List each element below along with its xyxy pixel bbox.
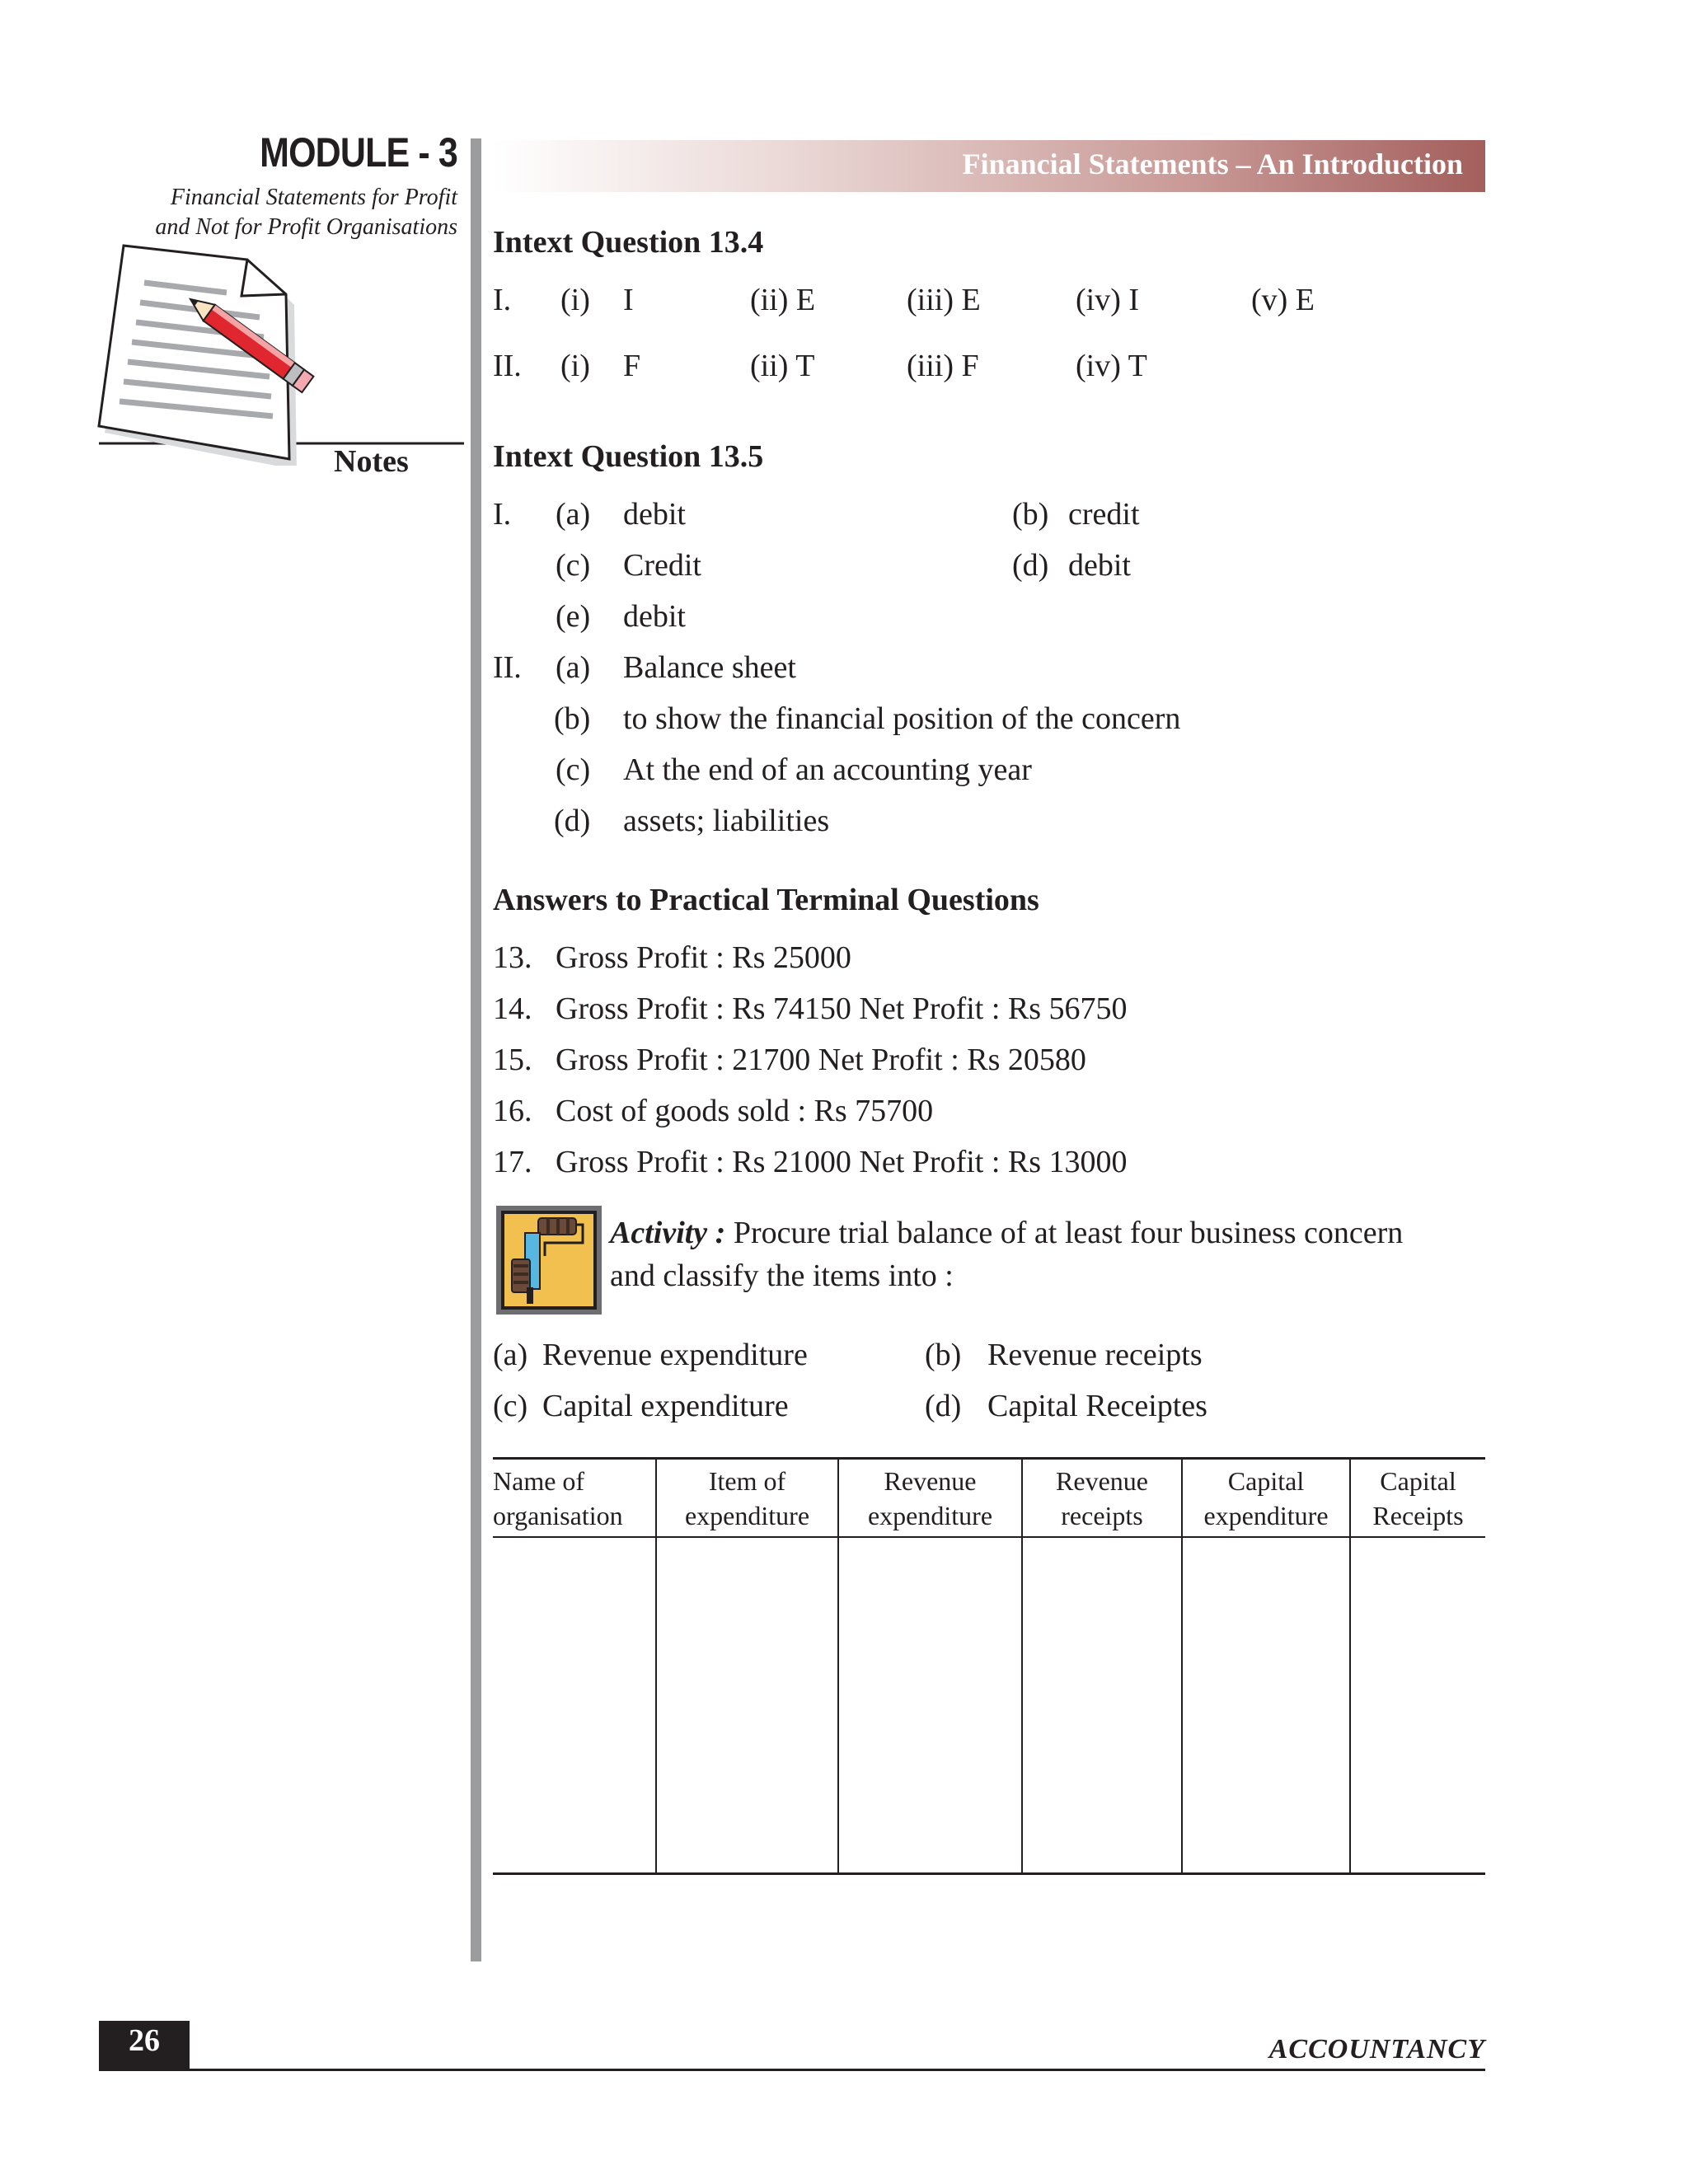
practical-num: 13.: [493, 940, 532, 975]
q135-label: (a): [556, 497, 591, 532]
activity-option: Capital expenditure: [542, 1389, 789, 1423]
activity-text-line1: [610, 1215, 1403, 1251]
practical-answer: Gross Profit : Rs 25000: [556, 940, 851, 975]
table-header-line: Revenue: [1056, 1466, 1148, 1496]
q135-part1-roman: I.: [493, 497, 512, 532]
footer-subject: ACCOUNTANCY: [1268, 2034, 1485, 2064]
activity-instruction-2: and classify the items into :: [610, 1258, 954, 1293]
table-header-rule: [493, 1536, 1485, 1538]
module-title: MODULE - 3: [260, 129, 457, 176]
q135-label: (d): [554, 804, 591, 838]
q135-label: (b): [554, 701, 591, 736]
table-header-line: receipts: [1061, 1501, 1143, 1530]
q135-answer: Credit: [623, 548, 701, 583]
q135-answer: credit: [1068, 497, 1140, 532]
q134-heading: Intext Question 13.4: [493, 225, 764, 260]
activity-option-label: (a): [493, 1338, 528, 1372]
footer-rule: [99, 2069, 1485, 2071]
q135-heading: Intext Question 13.5: [493, 439, 764, 474]
practical-num: 17.: [493, 1145, 532, 1179]
activity-option-label: (c): [493, 1389, 528, 1423]
q134-row2-item: (i): [560, 349, 590, 383]
practical-answer: Cost of goods sold : Rs 75700: [556, 1094, 934, 1128]
table-header-line: Item of: [708, 1466, 786, 1496]
page-number: 26: [129, 2023, 160, 2058]
module-subtitle-line1: Financial Statements for Profit: [170, 185, 457, 210]
activity-option-label: (b): [925, 1338, 962, 1372]
practical-num: 16.: [493, 1094, 532, 1128]
practical-heading: Answers to Practical Terminal Questions: [493, 883, 1039, 917]
activity-instruction-1: Procure trial balance of at least four business concern: [733, 1216, 1404, 1250]
table-header-line: Revenue: [884, 1466, 977, 1496]
q134-row1-item: (iii) E: [907, 283, 981, 317]
table-header-line: Capital: [1380, 1466, 1456, 1496]
table-header-line: Capital: [1227, 1466, 1305, 1496]
q134-row2-item: (iv) T: [1076, 349, 1147, 383]
table-bottom-rule: [493, 1872, 1485, 1875]
q135-label: (b): [1012, 497, 1049, 532]
table-top-rule: [493, 1457, 1485, 1460]
practical-num: 14.: [493, 991, 532, 1026]
activity-option: Revenue receipts: [987, 1338, 1203, 1372]
q134-row1-item: (v) E: [1251, 283, 1315, 317]
table-header-cell: [1351, 1464, 1485, 1533]
q134-row2-item: F: [623, 349, 641, 383]
q135-label: (a): [556, 650, 591, 685]
q135-label: (d): [1012, 548, 1049, 583]
module-subtitle-line2: and Not for Profit Organisations: [155, 214, 457, 240]
table-header-cell: [839, 1464, 1021, 1533]
activity-option: Revenue expenditure: [542, 1338, 808, 1372]
q135-answer: At the end of an accounting year: [623, 752, 1032, 787]
table-header-line: expenditure: [684, 1501, 810, 1530]
practical-num: 15.: [493, 1043, 532, 1077]
notes-pencil-icon: [95, 243, 466, 466]
chapter-title: Financial Statements – An Introduction: [962, 148, 1463, 180]
q135-answer: Balance sheet: [623, 650, 796, 685]
q135-answer: to show the financial position of the concern: [623, 701, 1181, 736]
table-header-cell: [1023, 1464, 1181, 1533]
module-subtitle: [82, 183, 457, 242]
q134-row2-roman: II.: [493, 349, 522, 383]
table-header-line: expenditure: [1203, 1501, 1329, 1530]
chapter-header-band: [493, 140, 1485, 192]
activity-paint-roller-icon: [495, 1205, 603, 1315]
q134-row1-item: I: [623, 283, 634, 317]
q134-row1-item: (i): [560, 283, 590, 317]
q134-row1-item: (ii) E: [750, 283, 816, 317]
q135-answer: debit: [623, 497, 686, 532]
q135-answer: debit: [623, 599, 686, 634]
q134-row2-item: (ii) T: [750, 349, 815, 383]
margin-divider: [471, 138, 481, 1961]
q135-label: (c): [556, 548, 591, 583]
activity-option: Capital Receiptes: [987, 1389, 1207, 1423]
q134-row2-item: (iii) F: [907, 349, 979, 383]
notes-label: Notes: [334, 444, 409, 479]
practical-answer: Gross Profit : 21700 Net Profit : Rs 20580: [556, 1043, 1086, 1077]
table-header-line: Name of: [493, 1466, 585, 1496]
q135-answer: assets; liabilities: [623, 804, 830, 838]
table-header-cell: [493, 1464, 655, 1533]
table-header-line: Receipts: [1372, 1501, 1464, 1530]
table-header-cell: [1183, 1464, 1349, 1533]
activity-option-label: (d): [925, 1389, 962, 1423]
activity-label: Activity :: [610, 1216, 726, 1250]
q135-label: (c): [556, 752, 591, 787]
q135-part2-roman: II.: [493, 650, 522, 685]
table-header-cell: [657, 1464, 837, 1533]
practical-answer: Gross Profit : Rs 21000 Net Profit : Rs 13000: [556, 1145, 1128, 1179]
table-header-line: expenditure: [867, 1501, 993, 1530]
table-header-line: organisation: [493, 1501, 623, 1530]
q135-label: (e): [556, 599, 591, 634]
q134-row1-item: (iv) I: [1076, 283, 1140, 317]
q135-answer: debit: [1068, 548, 1131, 583]
practical-answer: Gross Profit : Rs 74150 Net Profit : Rs 56750: [556, 991, 1128, 1026]
q134-row1-roman: I.: [493, 283, 512, 317]
